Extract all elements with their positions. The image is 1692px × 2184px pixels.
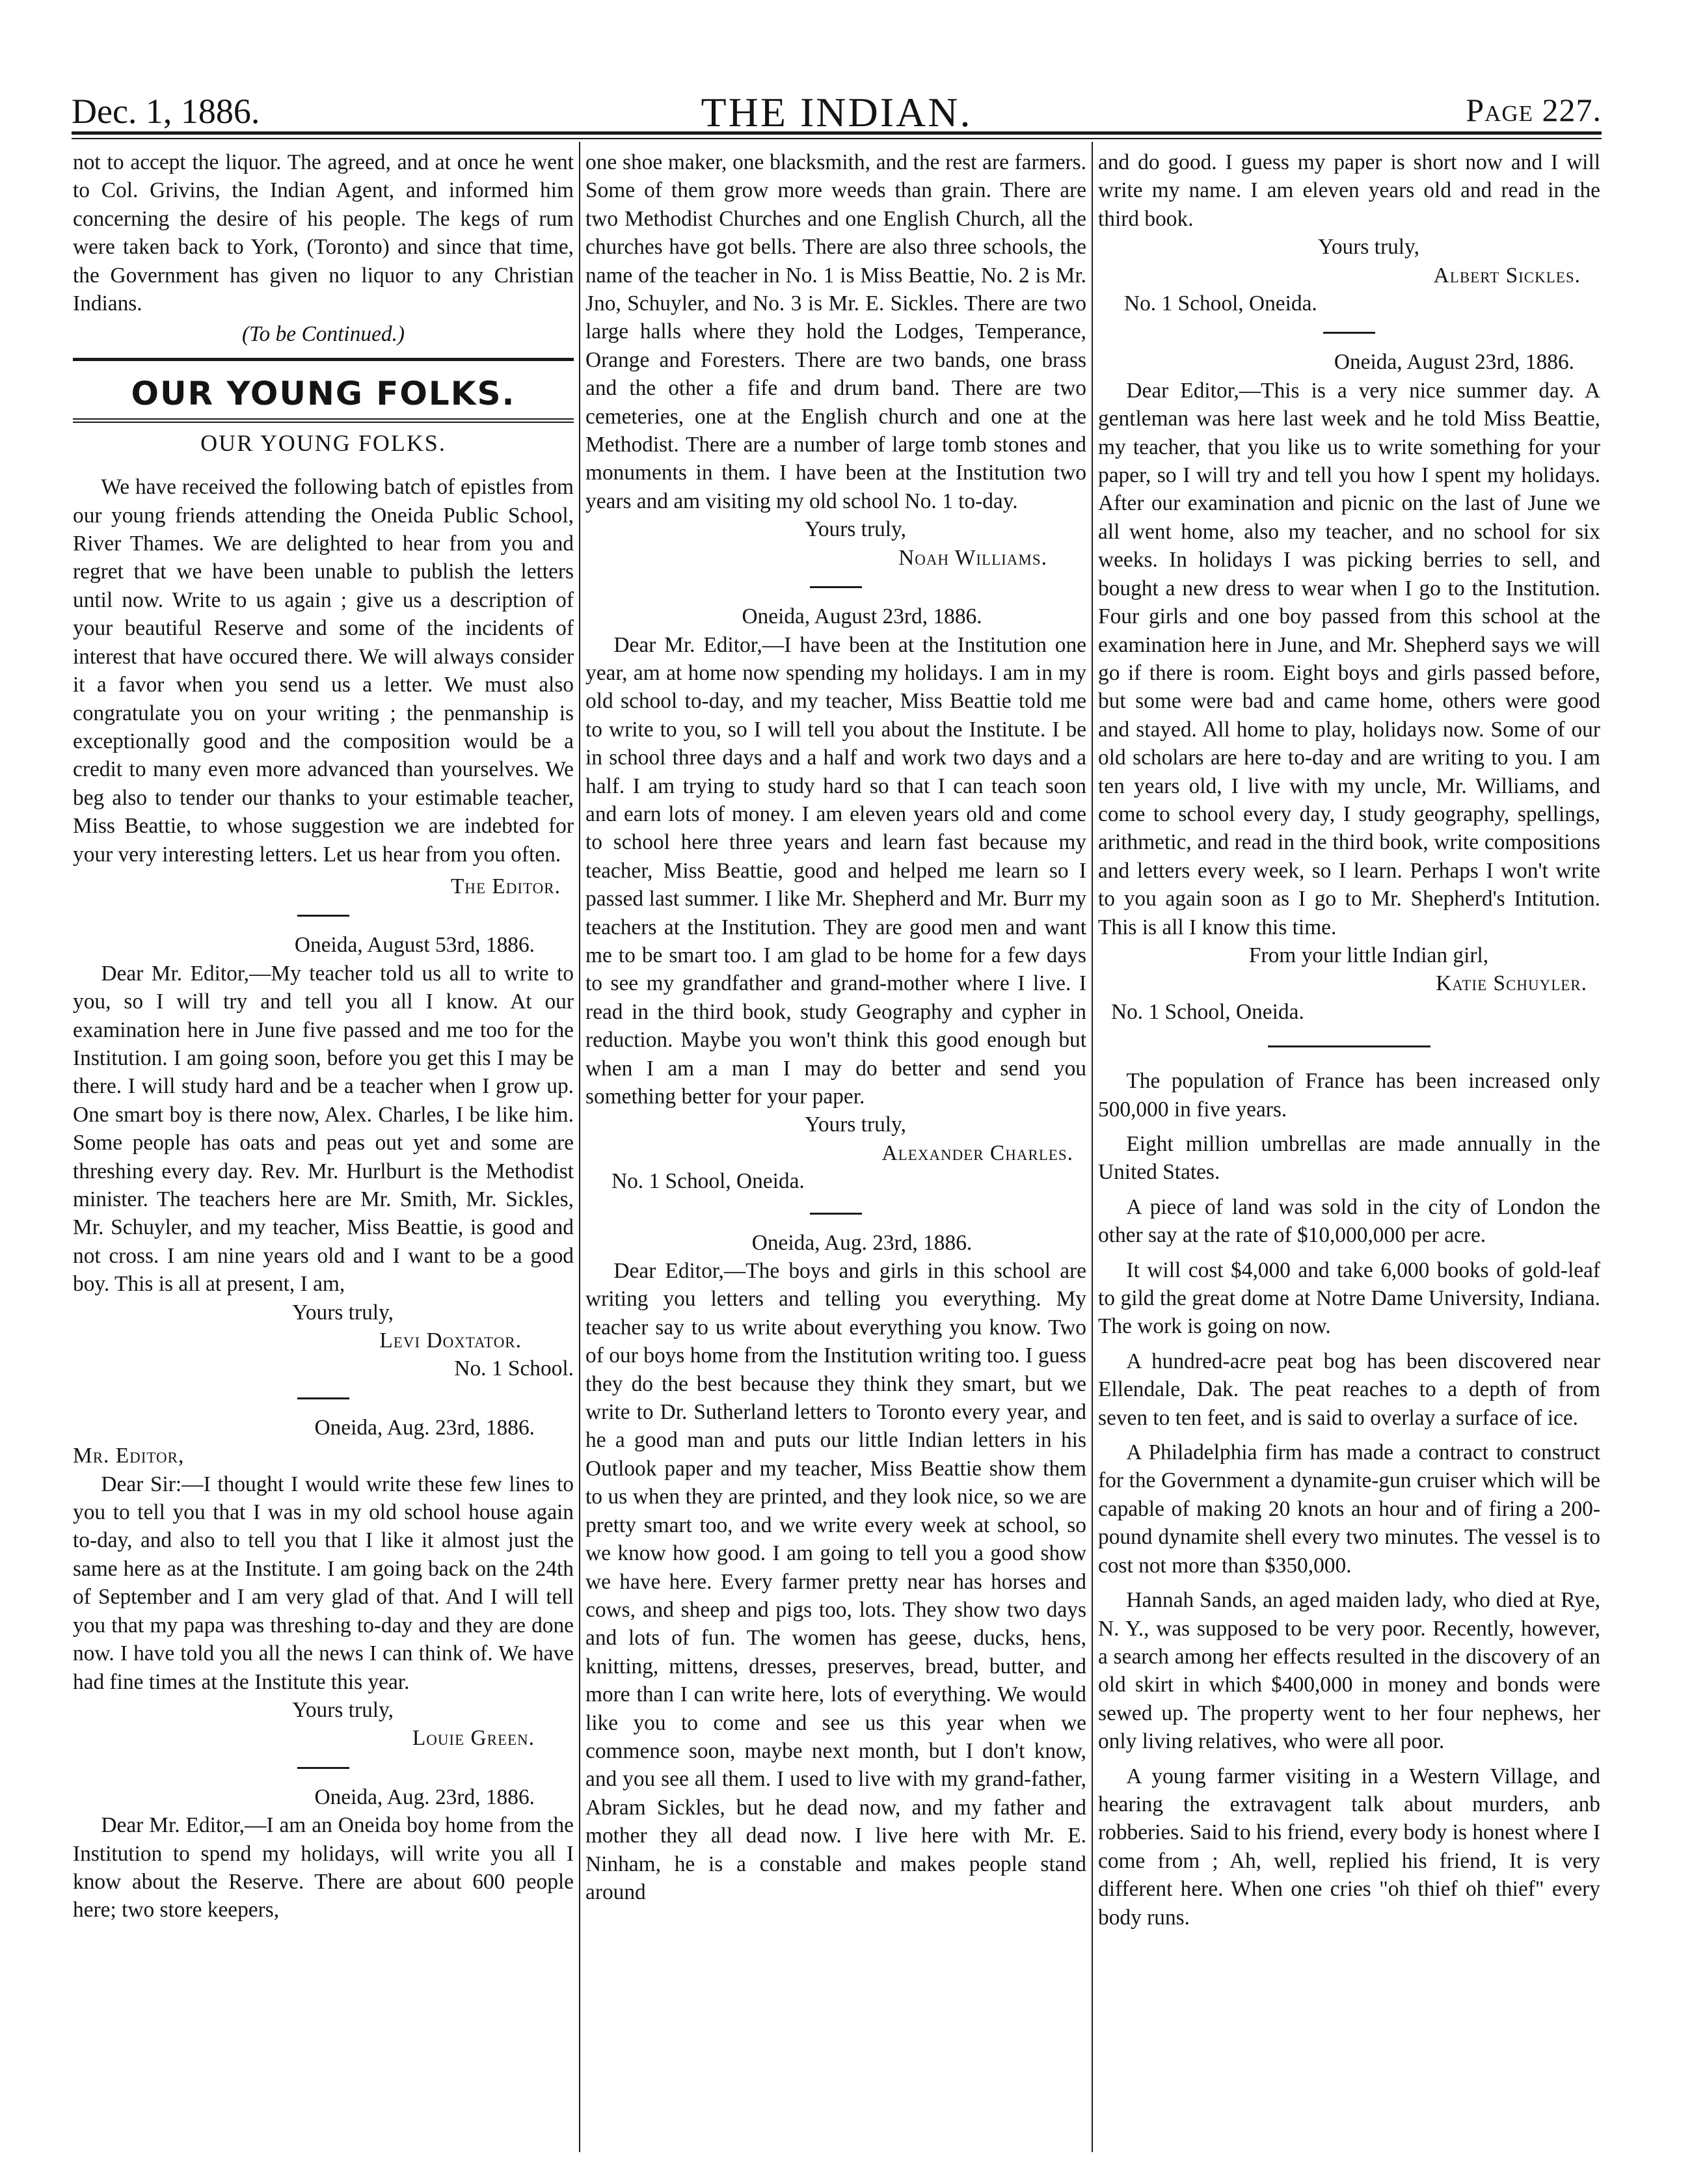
letter-body: and do good. I guess my paper is short now and I will write my name. I am eleven years old and read in the third book. (1098, 150, 1600, 231)
letter-salutation: Mr. Editor, (73, 1444, 185, 1468)
letter-closing: From your little Indian girl, (1248, 943, 1489, 967)
column-3 (1098, 148, 1600, 2149)
section-rule (73, 418, 574, 420)
column-2 (585, 148, 1086, 2149)
letter-school: No. 1 School, Oneida. (1124, 291, 1317, 316)
news-item: It will cost $4,000 and take 6,000 books of gold-leaf to gild the great dome at Notre Dame University, Indiana. The work is going on now. (1098, 1258, 1600, 1339)
letter-closing: Yours truly, (1318, 235, 1419, 260)
to-be-continued: (To be Continued.) (241, 322, 405, 347)
separator (297, 1767, 349, 1769)
letter-date: Oneida, Aug. 23rd, 1886. (314, 1415, 535, 1440)
news-item: A piece of land was sold in the city of London the other say at the rate of $10,000,000 per acre. (1098, 1194, 1600, 1248)
section-title: OUR YOUNG FOLKS. (131, 374, 516, 412)
separator (297, 1397, 349, 1399)
newspaper-title: THE INDIAN. (701, 89, 973, 135)
separator (297, 915, 349, 917)
letter-closing: Yours truly, (292, 1697, 394, 1722)
letter-signature: Louie Green. (412, 1726, 535, 1751)
letter-date: Oneida, August 53rd, 1886. (294, 933, 535, 958)
section-rule (73, 422, 574, 423)
letter-date: Oneida, Aug. 23rd, 1886. (314, 1785, 535, 1809)
section-rule (73, 358, 574, 361)
column-1 (73, 148, 574, 2149)
letter-closing: Yours truly, (805, 1112, 906, 1137)
letter-body: Dear Mr. Editor,—I am an Oneida boy home from the Institution to spend my holidays, will write you all I know about the Reserve. There are about 600 people here; two store keepers, (73, 1813, 574, 1922)
letter-school: No. 1 School. (454, 1356, 574, 1381)
separator (810, 586, 862, 588)
letter-school: No. 1 School, Oneida. (611, 1169, 805, 1194)
page-number: Page 227. (1466, 92, 1602, 128)
news-item: A Philadelphia firm has made a contract to construct for the Government a dynamite-gun cruiser which will be capable of making 20 knots an hour and of firing a 200-pound dynamite shell every two minutes. The vessel is to cost not more than $350,000. (1098, 1440, 1600, 1578)
letter-closing: Yours truly, (292, 1300, 394, 1325)
letter-closing: Yours truly, (805, 517, 906, 542)
letter-date: Oneida, Aug. 23rd, 1886. (751, 1230, 973, 1255)
separator (1268, 1045, 1430, 1047)
header-rule (72, 131, 1602, 135)
editor-signature: The Editor. (450, 874, 561, 898)
letter-body: Dear Mr. Editor,—I have been at the Institution one year, am at home now spending my holidays. I am in my old school to-day, and my teacher, Miss Beattie told me to write to you, so I will tell you about the Institute. I be in school three days and a half and work two days and a half. I am trying to study hard so that I can teach soon and earn lots of money. I am eleven years old and come to school here three years and learn fast because my teacher, Miss Beattie, good and helped me learn so I passed last summer. I like Mr. Shepherd and Mr. Burr my teachers at the Institution. They are good men and want me to be smart too. I am glad to be home for a few days to see my grandfather and grand-mother where I live. I read in the third book, study Geography and cypher in reduction. Maybe you won't think this good enough but when I am a man I may do better and send you something better for your paper. (585, 632, 1086, 1109)
news-item: A young farmer visiting in a Western Village, and hearing the extravagent talk about murders, anb robberies. Said to his friend, every body is honest where I come from ; Ah, well, replied his friend, It is very different here. When one cries "oh thief oh thief" every body runs. (1098, 1764, 1600, 1930)
separator (1323, 332, 1375, 334)
column-divider (1092, 142, 1093, 2152)
letter-date: Oneida, August 23rd, 1886. (742, 604, 982, 629)
separator (810, 1213, 862, 1215)
letter-signature: Katie Schuyler. (1436, 971, 1587, 996)
letter-signature: Alexander Charles. (881, 1140, 1073, 1165)
letter-body: Dear Sir:—I thought I would write these few lines to you to tell you that I was in my old school house again to-day, and also to tell you that I like it almost just the same here as at the Institute. I am going back on the 24th of September and I am very glad of that. And I will tell you that my papa was threshing to-day and they are done now. I have told you all the news I can think of. We have had fine times at the Institute this year. (73, 1472, 574, 1694)
news-item: Eight million umbrellas are made annually in the United States. (1098, 1132, 1600, 1185)
editor-intro: We have received the following batch of epistles from our young friends attending the Oneida Public School, River Thames. We are delighted to hear from you and regret that we have been unable to publish the letters until now. Write to us again ; give us a description of your beautiful Reserve and some of the incidents of interest that have occured there. We will always consider it a favor when you send us a letter. We must also congratulate you on your writing ; the penmanship is exceptionally good and the composition would be a credit to many even more advanced than yourselves. We beg also to tender our thanks to your estimable teacher, Miss Beattie, to whose suggestion we are indebted for your very interesting letters. Let us hear from you often. (73, 475, 574, 867)
letter-signature: Noah Williams. (898, 545, 1047, 570)
page-header (72, 91, 1602, 143)
letter-body: Dear Editor,—The boys and girls in this school are writing you letters and telling you everything. My teacher say to us write about everything you know. Two of our boys home from the Institution writing too. I guess they do the best because they think they smart, but we write to Dr. Sutherland letters to Toronto every year, and he a good man and puts our little Indian letters in his Outlook paper and my teacher, Miss Beattie show them to us when they are printed, and they look nice, so we are pretty smart too, and we write every week at school, so we know how good. I am going to tell you a good show we have here. Every farmer pretty near has horses and cows, and sheep and pigs too, lots. They show two days and lots of fun. The women has geese, ducks, hens, knitting, mittens, dresses, preserves, bread, butter, and more than I can write here, lots of everything. We would like you to come and see us this year when we commence soon, maybe next month, but I don't know, and you see all them. I used to live with my grand-father, Abram Sickles, but he dead now, and my father and mother they all dead now. I live here with Mr. E. Ninham, he is a constable and makes people stand around (585, 1259, 1086, 1904)
section-subtitle: OUR YOUNG FOLKS. (200, 429, 446, 456)
header-rule-thin (72, 138, 1602, 139)
news-item: The population of France has been increased only 500,000 in five years. (1098, 1069, 1600, 1122)
letter-signature: Levi Doxtator. (379, 1328, 522, 1353)
letter-body: Dear Editor,—This is a very nice summer day. A gentleman was here last week and he told Miss Beattie, my teacher, that you like us to write something for your paper, so I will try and tell you how I spent my holidays. After our examination and picnic on the last of June we all went home, also my teacher, and no school for six weeks. In holidays I was picking berries to sell, and bought a new dress to wear when I go to the Institution. Four girls and one boy passed from this school at the examination here in June, and Mr. Shepherd says we will go if there is room. Eight boys and girls passed before, but some were bad and came home, others were good and stayed. All home to play, holidays now. Some of our old scholars are here to-day and are writing to you. I am ten years old, I live with my uncle, Mr. Williams, and come to school every day, I study geography, spellings, arithmetic, and read in the third book, write compositions and letters every week, so I learn. Perhaps I won't write to you again soon as I go to Mr. Shepherd's Intitution. This is all I know this time. (1098, 378, 1600, 939)
letter-school: No. 1 School, Oneida. (1111, 999, 1304, 1024)
news-item: Hannah Sands, an aged maiden lady, who died at Rye, N. Y., was supposed to be very poor. Recently, however, a search among her effects resulted in the discovery of an old skirt in which $400,000 in money and bonds were sewed up. The property went to her four nephews, her only living relatives, who were all poor. (1098, 1588, 1600, 1754)
column-divider (579, 142, 580, 2152)
letter-signature: Albert Sickles. (1433, 263, 1581, 288)
issue-date: Dec. 1, 1886. (72, 92, 260, 131)
letter-body: Dear Mr. Editor,—My teacher told us all to write to you, so I will try and tell you all I know. At our examination here in June five passed and me too for the Institution. I am going soon, before you get this I may be there. I will study hard and be a teacher when I grow up. One smart boy is there now, Alex. Charles, I be like him. Some people has oats and peas out yet and some are threshing every day. Rev. Mr. Hurlburt is the Methodist minister. The teachers here are Mr. Smith, Mr. Sickles, Mr. Schuyler, and my teacher, Miss Beattie, is good and not cross. I am nine years old and I want to be a good boy. This is all at present, I am, (73, 961, 574, 1297)
letter-body: one shoe maker, one blacksmith, and the rest are farmers. Some of them grow more weeds than grain. There are two Methodist Churches and one English Church, all the churches have got bells. There are also three schools, the name of the teacher in No. 1 is Miss Beattie, No. 2 is Mr. Jno, Schuyler, and No. 3 is Mr. E. Sickles. There are two large halls where they hold the Lodges, Temperance, Orange and Foresters. There are two bands, one brass and the other a fife and drum band. There are two cemeteries, one at the English church and one at the Methodist. There are a number of large tomb stones and monuments in them. I have been at the Institution two years and am visiting my old school No. 1 to-day. (585, 150, 1086, 513)
news-item: A hundred-acre peat bog has been discovered near Ellendale, Dak. The peat reaches to a depth of from seven to ten feet, and is said to overlay a surface of ice. (1098, 1349, 1600, 1430)
article-continuation: not to accept the liquor. The agreed, and at once he went to Col. Grivins, the Indian Agent, and informed him concerning the desire of his people. The kegs of rum were taken back to York, (Toronto) and since that time, the Government has given no liquor to any Christian Indians. (73, 150, 574, 316)
letter-date: Oneida, August 23rd, 1886. (1334, 350, 1574, 375)
